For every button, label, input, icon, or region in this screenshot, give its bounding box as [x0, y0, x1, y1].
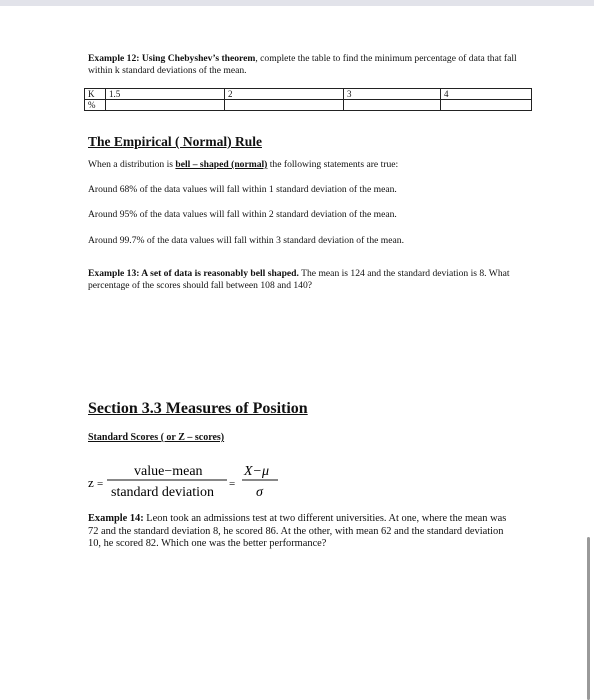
example-13-text [88, 268, 518, 292]
table-cell-empty [441, 100, 532, 111]
formula-numerator: value−mean [134, 464, 203, 479]
table-cell-empty [106, 100, 225, 111]
table-cell-k: 2 [225, 89, 344, 100]
table-cell-k: 4 [441, 89, 532, 100]
formula-denominator-2: σ [256, 485, 263, 500]
example-12-label: Example 12: [88, 53, 140, 64]
example-12-text [88, 53, 518, 77]
formula-denominator: standard deviation [111, 485, 215, 500]
chebyshev-table [84, 88, 532, 111]
empirical-statement-99: Around 99.7% of the data values will fall within 3 standard deviation of the mean. [88, 235, 404, 246]
empirical-rule-heading: The Empirical ( Normal) Rule [88, 134, 262, 149]
empirical-intro-prefix: When a distribution is [88, 159, 176, 170]
example-14-text [88, 513, 508, 551]
example-14-label: Example 14: [88, 513, 144, 524]
example-13-label: Example 13: A set of data is reasonably bell shaped. [88, 268, 299, 279]
formula-equals: = [97, 478, 104, 490]
section-heading: Section 3.3 Measures of Position [88, 400, 308, 417]
empirical-statement-68: Around 68% of the data values will fall within 1 standard deviation of the mean. [88, 184, 397, 195]
example-13-body: The mean is 124 and the standard deviation is 8. What percentage of the scores should fall between 108 and 140? [88, 268, 510, 291]
vertical-scrollbar[interactable] [587, 537, 590, 700]
example-12-bold-phrase: Using Chebyshev’s theorem [141, 53, 256, 64]
formula-numerator-2: X−μ [244, 464, 270, 479]
empirical-intro [88, 159, 398, 170]
table-row-label-k: K [85, 89, 106, 100]
empirical-statement-95: Around 95% of the data values will fall within 2 standard deviation of the mean. [88, 209, 397, 220]
example-12-body: , complete the table to find the minimum percentage of data that fall within k standard deviations of the mean. [88, 53, 517, 76]
table-row [85, 100, 532, 111]
standard-scores-heading: Standard Scores ( or Z – scores) [88, 432, 225, 443]
table-cell-k: 3 [344, 89, 441, 100]
empirical-intro-suffix: the following statements are true: [267, 159, 399, 170]
example-14-body: Leon took an admissions test at two different universities. At one, where the mean was 72 and the standard deviation 8, he scored 86. At the other, with mean 62 and the standard deviation 10, he scored 82. Which one was the better performance? [88, 513, 507, 549]
formula-equals-2: = [229, 478, 236, 490]
table-cell-k: 1.5 [106, 89, 225, 100]
formula-z: z [88, 475, 94, 490]
viewer-top-bar [0, 0, 594, 6]
table-cell-empty [344, 100, 441, 111]
table-row [85, 89, 532, 100]
table-row-label-percent: % [85, 100, 106, 111]
z-score-formula [82, 458, 302, 504]
empirical-intro-emphasis: bell – shaped (normal) [175, 159, 268, 170]
table-cell-empty [225, 100, 344, 111]
